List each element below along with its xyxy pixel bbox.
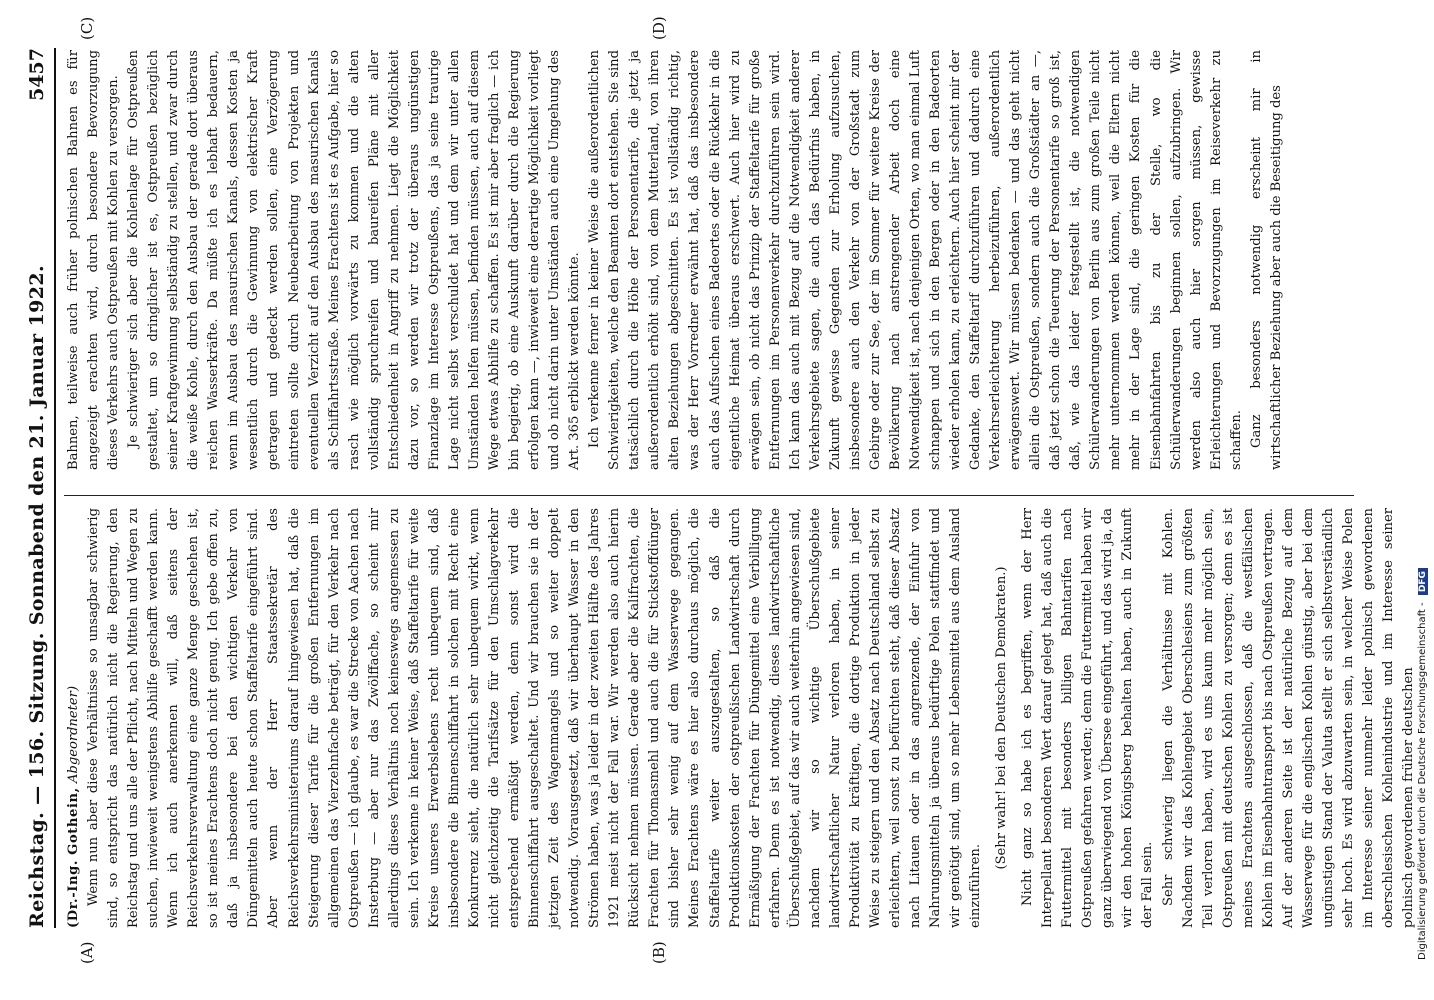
paragraph: Ganz besonders notwendig erscheint mir in wirtschaftlicher Beziehung aber auch die Beseitigung des — [1248, 50, 1284, 470]
paragraph: Nicht ganz so habe ich es begriffen, wenn der Herr Interpellant besonderen Wert darauf gelegt hat, daß auch die Futtermittel mit besonders billigen Bahntarifen nach Ostpreußen gefahren werden; denn die Futtermittel haben wir ganz überwiegend von Übersee eingeführt, und das wird ja, da wir den hohen Königsberg behalten haben, auch in Zukunft der Fall sein. — [1020, 508, 1156, 928]
header-title: Reichstag. — 156. Sitzung. Sonnabend den 21. Januar 1922. — [26, 265, 48, 928]
margin-marker-a: (A) — [78, 941, 96, 964]
credit-text: Digitalisierung gefördert durch die Deutsche Forschungsgemeinschaft - — [1417, 602, 1428, 960]
paragraph: Je schwieriger sich aber die Kohlenlage für Ostpreußen gestaltet, um so dringlicher ist es, Ostpreußen bezüglich seiner Kraftgewinnung selbständig zu stellen, und zwar durch die weiße Kohle, durch den Ausbau der gerade dort überaus reichen Wasserkräfte. Da müßte ich es lebhaft bedauern, wenn im Ausbau des masurischen Kanals, dessen Kosten ja wesentlich durch die Gewinnung von elektrischer Kraft getragen und gedeckt werden sollen, eine Verzögerung eintreten sollte durch Neubearbeitung von Projekten und eventuellen Verzicht auf den Ausbau des masurischen Kanals als Schiffahrtsstraße. Meines Erachtens ist es Aufgabe, hier so rasch wie möglich vorwärts zu kommen und die alten vollständig spruchreifen und baureifen Pläne mit aller Entschiedenheit in Angriff zu nehmen. Liegt die Möglichkeit dazu vor, so werden wir trotz der überaus ungünstigen Finanzlage im Interesse Ostpreußens, das ja seine traurige Lage nicht selbst verschuldet hat und dem wir unter allen Umständen helfen müssen, befinden müssen, auch auf diesem Wege etwas Abhilfe zu schaffen. Es ist mir aber fraglich — ich bin begierig, ob eine Auskunft darüber durch die Regierung erfolgen kann —, inwieweit eine derartige Möglichkeit vorliegt und ob nicht darin unter Umständen auch eine Umgehung des Art. 365 erblickt werden könnte. — [126, 50, 583, 470]
paragraph: Wenn nun aber diese Verhältnisse so unsagbar schwierig sind, so entspricht das natürlich nicht die Regierung, den Reichstag und uns alle der Pflicht, nach Mitteln und Wegen zu suchen, inwieweit wenigstens Abhilfe geschafft werden kann. Wenn ich auch anerkennen will, daß seitens der Reichsverkehrsverwaltung eine ganze Menge geschehen ist, so ist meines Erachtens doch nicht genug. Ich gebe offen zu, daß ja insbesondere bei den wichtigen Verkehr von Düngemitteln auch heute schon Staffeltarife eingeführt sind. Aber wenn der Herr Staatssekretär des Reichsverkehrsministeriums darauf hingewiesen hat, daß die Steigerung dieser Tarife für die großen Entfernungen im allgemeinen das Vierzehnfache beträgt, für den Verkehr nach Ostpreußen — ich glaube, es war die Strecke von Aachen nach Insterburg — aber nur das Zwölffache, so scheint mir allerdings dieses Verhältnis noch keineswegs angemessen zu sein. Ich verkenne in keiner Weise, daß Staffeltarife für weite Kreise unseres Erwerbslebens recht unbequem sind, daß insbesondere die Binnenschiffahrt in solchen mit Recht eine Konkurrenz sieht, die natürlich sehr unbequem wirkt, wenn nicht gleichzeitig die Tarifsätze für den Umschlagverkehr entsprechend ermäßigt werden, denn sonst wird die Binnenschiffahrt ausgeschaltet. Und wir brauchen sie in der jetzigen Zeit des Wagenmangels und so weiter doppelt notwendig. Vorausgesetzt, daß wir überhaupt Wasser in den Strömen haben, was ja leider in der zweiten Hälfte des Jahres 1921 meist nicht der Fall war. Wir werden also auch hierin Rücksicht nehmen müssen. Gerade aber die Kalifrachten, die Frachten für Thomasmehl und auch die für Stickstoffdünger sind bisher sehr wenig auf dem Wasserwege gegangen. Meines Erachtens wäre es hier also durchaus möglich, die Staffeltarife weiter auszugestalten, so daß die Produktionskosten der ostpreußischen Landwirtschaft durch Ermäßigung der Frachten für Düngemittel eine Verbilligung erfahren. Denn es ist notwendig, dieses landwirtschaftliche Überschußgebiet, auf das wir auch weiterhin angewiesen sind, nachdem wir so wichtige Überschußgebiete landwirtschaftlicher Natur verloren haben, in seiner Produktivität zu kräftigen, die dortige Produktion in jeder Weise zu steigern und den Absatz nach Deutschland selbst zu erleichtern, weil sonst zu befürchten steht, daß dieser Absatz nach Litauen oder in das angrenzende, der Einfuhr von Nahrungsmitteln ja überaus bedürftige Polen stattfindet und wir genötigt sind, um so mehr Lebensmittel aus dem Ausland einzuführen. — [86, 508, 984, 928]
paragraph: Ich verkenne ferner in keiner Weise die außerordentlichen Schwierigkeiten, welche den Beamten dort entstehen. Sie sind tatsächlich durch die Höhe der Personentarife, die jetzt ja außerordentlich erhöht sind, von dem Mutterland, von ihren alten Beziehungen abgeschnitten. Es ist vollständig richtig, was der Herr Vorredner erwähnt hat, daß das insbesondere auch das Aufsuchen eines Badeortes oder die Rückkehr in die eigentliche Heimat überaus erschwert. Auch hier wird zu erwägen sein, ob nicht das Prinzip der Staffeltarife für große Entfernungen im Personenverkehr durchzuführen sein wird. Ich kann das auch mit Bezug auf die Notwendigkeit anderer Verkehrsgebiete sagen, die auch das Bedürfnis haben, in Zukunft gewisse Gegenden zur Erholung aufzusuchen, insbesondere auch den Verkehr von der Großstadt zum Gebirge oder zur See, der im Sommer für weitere Kreise der Bevölkerung nach anstrengender Arbeit doch eine Notwendigkeit ist, nach denjenigen Orten, wo man einmal Luft schnappen und sich in den Bergen oder in den Badeorten wieder erholen kann, zu erleichtern. Auch hier scheint mir der Gedanke, den Staffeltarif durchzuführen und dadurch eine Verkehrserleichterung herbeizuführen, außerordentlich erwägenswert. Wir müssen bedenken — und das geht nicht allein die Ostpreußen, sondern auch die Großstädter an —, daß jetzt schon die Teuerung der Personentarife so groß ist, daß, wie das leider festgestellt ist, die notwendigen Schülerwanderungen von Berlin aus zum großen Teile nicht mehr unternommen werden können, weil die Eltern nicht mehr in der Lage sind, die geringen Kosten für die Eisenbahnfahrten bis zu der Stelle, wo die Schülerwanderungen beginnen sollen, aufzubringen. Wir werden also auch hier sorgen müssen, gewisse Erleichterungen und Bevorzugungen im Reiseverkehr zu schaffen. — [587, 50, 1244, 470]
right-text-column — [64, 50, 1354, 470]
margin-marker-b: (B) — [650, 941, 668, 964]
page-header — [14, 48, 56, 928]
dfg-logo: DFG — [1418, 568, 1428, 595]
paragraph: Bahnen, teilweise auch früher polnischen Bahnen es für angezeigt erachten wird, durch besondere Bevorzugung dieses Verkehrs auch Ostpreußen mit Kohlen zu versorgen. — [66, 50, 122, 470]
column-divider — [64, 495, 1354, 496]
speaker-role: Abgeordneter) — [66, 685, 81, 783]
interjection: (Sehr wahr! bei den Deutschen Demokraten.) — [994, 566, 1010, 870]
margin-marker-c: (C) — [78, 16, 96, 40]
digitization-credit — [1417, 568, 1428, 960]
left-text-column — [64, 508, 1417, 928]
page-number: 5457 — [26, 48, 48, 101]
margin-marker-d: (D) — [650, 16, 668, 40]
speaker-line — [64, 508, 84, 928]
speaker-name: (Dr.-Ing. Gothein, — [66, 787, 81, 928]
paragraph: Sehr schwierig liegen die Verhältnisse mit Kohlen. Nachdem wir das Kohlengebiet Oberschlesiens zum größten Teil verloren haben, wird es uns kaum mehr möglich sein, Ostpreußen mit deutschen Kohlen zu versorgen; denn es ist meines Erachtens ausgeschlossen, daß die westfälischen Kohlen im Eisenbahntransport bis nach Ostpreußen vertragen. Auf der anderen Seite ist der natürliche Bezug auf dem Wasserwege für die englischen Kohlen günstig, aber bei dem ungünstigen Stand der Valuta stellt er sich selbstverständlich sehr hoch. Es wird abzuwarten sein, in welcher Weise Polen im Interesse seiner nunmehr leider polnisch gewordenen oberschlesischen Kohlenindustrie und im Interesse seiner polnisch gewordenen früher deutschen — [1160, 508, 1417, 928]
